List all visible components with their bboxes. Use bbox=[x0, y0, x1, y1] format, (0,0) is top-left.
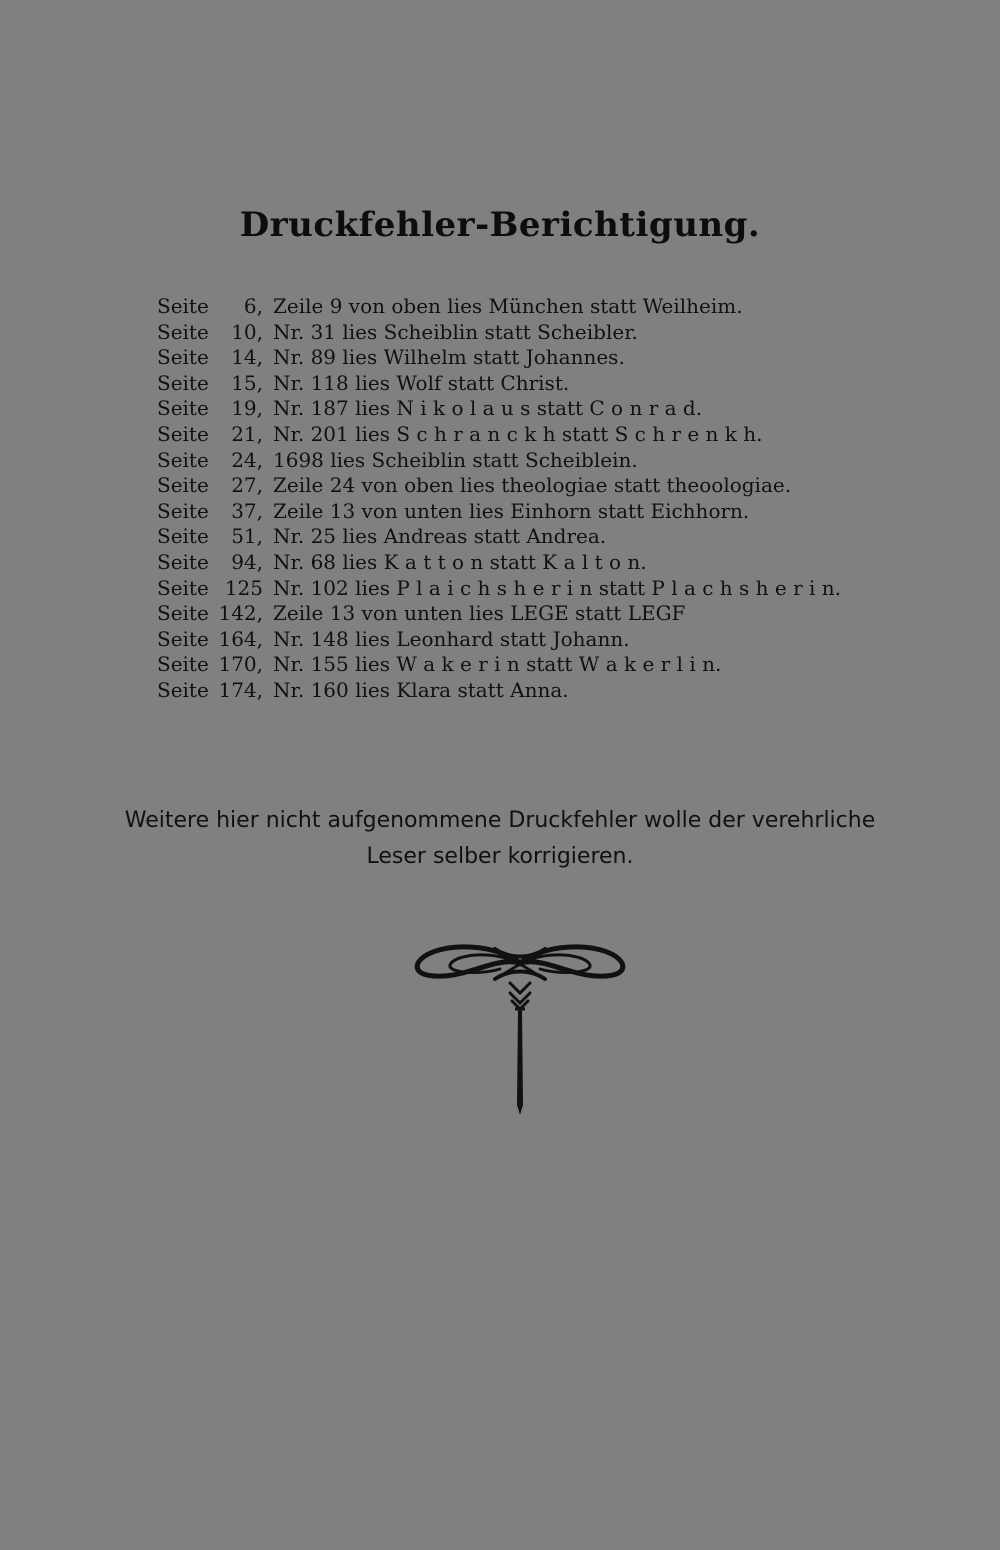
closing-note-line-1: Weitere hier nicht aufgenommene Druckfehler wolle der verehrliche bbox=[124, 808, 876, 833]
errata-seite-label: Seite bbox=[157, 447, 209, 472]
errata-page-number: 19, bbox=[231, 396, 263, 421]
errata-page-number: 27, bbox=[231, 473, 263, 498]
errata-seite-label: Seite bbox=[157, 626, 209, 651]
errata-correction: Nr. 201 lies S c h r a n c k h statt S c h r e n k h. bbox=[273, 421, 763, 446]
errata-page-number: 51, bbox=[231, 524, 263, 549]
page-title: Druckfehler-Berichtigung. bbox=[239, 205, 761, 245]
errata-seite-label: Seite bbox=[157, 498, 209, 523]
errata-row bbox=[157, 627, 937, 653]
errata-page-number: 174, bbox=[218, 677, 263, 702]
errata-correction: Nr. 68 lies K a t t o n statt K a l t o n. bbox=[273, 549, 647, 574]
errata-seite-label: Seite bbox=[157, 601, 209, 626]
closing-note-line-2: Leser selber korrigieren. bbox=[366, 844, 634, 869]
errata-page-number: 125 bbox=[224, 575, 263, 600]
errata-seite-label: Seite bbox=[157, 345, 209, 370]
errata-correction: Nr. 160 lies Klara statt Anna. bbox=[273, 677, 569, 702]
errata-correction: 1698 lies Scheiblin statt Scheiblein. bbox=[273, 447, 638, 472]
errata-row bbox=[157, 678, 937, 704]
errata-correction: Nr. 118 lies Wolf statt Christ. bbox=[273, 370, 570, 395]
errata-page-number: 94, bbox=[231, 549, 263, 574]
errata-list bbox=[157, 294, 937, 704]
errata-page-number: 170, bbox=[218, 652, 263, 677]
errata-correction: Nr. 25 lies Andreas statt Andrea. bbox=[273, 524, 607, 549]
errata-row bbox=[157, 550, 937, 576]
errata-page-number: 164, bbox=[218, 626, 263, 651]
errata-row bbox=[157, 524, 937, 550]
errata-row bbox=[157, 371, 937, 397]
closing-note bbox=[60, 803, 940, 875]
errata-row bbox=[157, 473, 937, 499]
errata-seite-label: Seite bbox=[157, 421, 209, 446]
errata-seite-label: Seite bbox=[157, 319, 209, 344]
errata-seite-label: Seite bbox=[157, 294, 209, 318]
errata-page-number: 10, bbox=[231, 319, 263, 344]
errata-row bbox=[157, 345, 937, 371]
errata-page-number: 14, bbox=[231, 345, 263, 370]
errata-correction: Nr. 102 lies P l a i c h s h e r i n statt P l a c h s h e r i n. bbox=[273, 575, 841, 600]
errata-seite-label: Seite bbox=[157, 549, 209, 574]
errata-seite-label: Seite bbox=[157, 473, 209, 498]
errata-correction: Zeile 13 von unten lies Einhorn statt Eichhorn. bbox=[273, 498, 750, 523]
errata-seite-label: Seite bbox=[157, 677, 209, 702]
errata-page-number: 15, bbox=[231, 370, 263, 395]
calligraphic-flourish-icon bbox=[410, 935, 630, 1120]
errata-seite-label: Seite bbox=[157, 652, 209, 677]
errata-correction: Zeile 24 von oben lies theologiae statt theoologiae. bbox=[273, 473, 792, 498]
errata-correction: Zeile 13 von unten lies LEGE statt LEGF bbox=[273, 601, 686, 626]
errata-correction: Nr. 148 lies Leonhard statt Johann. bbox=[273, 626, 630, 651]
errata-page-number: 21, bbox=[231, 421, 263, 446]
errata-correction: Zeile 9 von oben lies München statt Weilheim. bbox=[273, 294, 743, 318]
errata-correction: Nr. 89 lies Wilhelm statt Johannes. bbox=[273, 345, 625, 370]
errata-page-number: 6, bbox=[243, 294, 263, 318]
errata-seite-label: Seite bbox=[157, 575, 209, 600]
errata-row bbox=[157, 294, 937, 320]
errata-row bbox=[157, 652, 937, 678]
errata-row bbox=[157, 448, 937, 474]
errata-row bbox=[157, 601, 937, 627]
errata-row bbox=[157, 396, 937, 422]
errata-row bbox=[157, 422, 937, 448]
errata-correction: Nr. 155 lies W a k e r i n statt W a k e r l i n. bbox=[273, 652, 722, 677]
errata-page-number: 24, bbox=[231, 447, 263, 472]
errata-seite-label: Seite bbox=[157, 396, 209, 421]
errata-seite-label: Seite bbox=[157, 370, 209, 395]
errata-row bbox=[157, 576, 937, 602]
errata-row bbox=[157, 320, 937, 346]
errata-page-number: 37, bbox=[231, 498, 263, 523]
errata-correction: Nr. 31 lies Scheiblin statt Scheibler. bbox=[273, 319, 638, 344]
errata-page-number: 142, bbox=[218, 601, 263, 626]
errata-row bbox=[157, 499, 937, 525]
errata-seite-label: Seite bbox=[157, 524, 209, 549]
errata-correction: Nr. 187 lies N i k o l a u s statt C o n r a d. bbox=[273, 396, 703, 421]
